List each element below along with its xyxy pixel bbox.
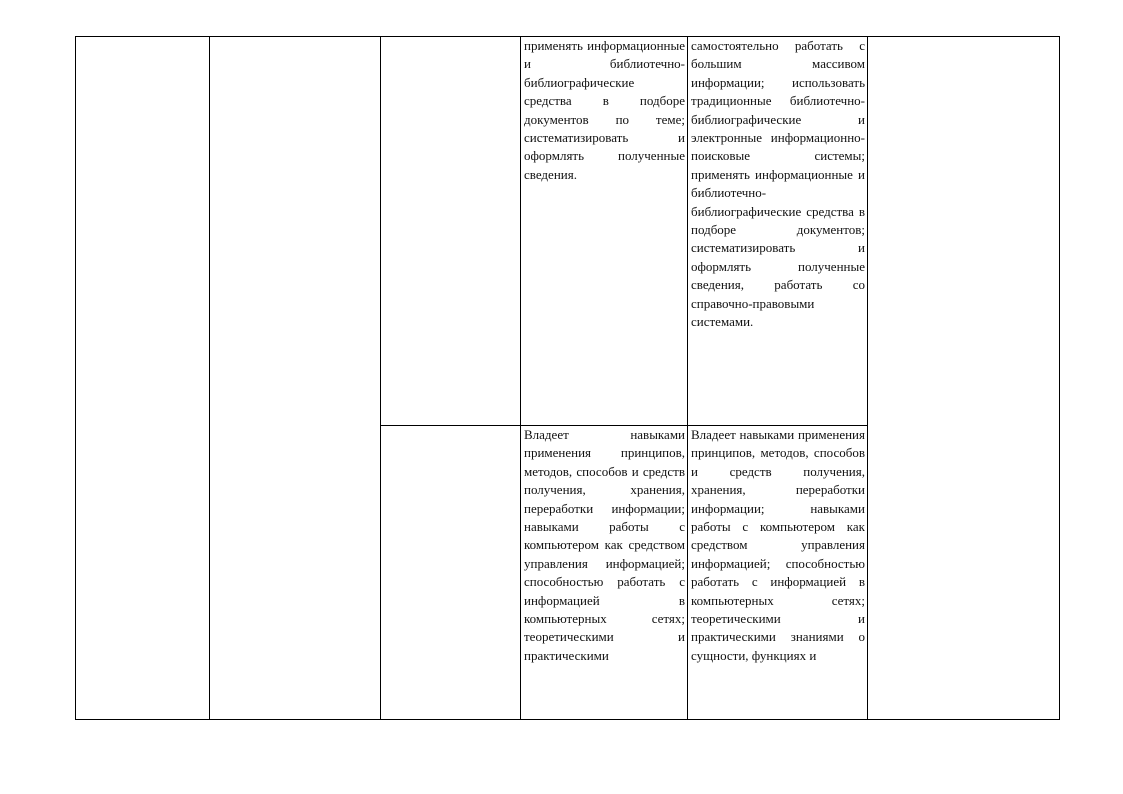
cell-text: применять информационные и библиотечно-библиографические средства в подборе документов по теме; систематизировать и оформлять полученные сведения. (524, 38, 685, 182)
table-right-border (1059, 36, 1060, 720)
column-divider-5 (867, 36, 868, 720)
cell-text: Владеет навыками применения принципов, методов, способов и средств получения, хранения, переработки информации; навыками работы с компьютером как средством управления информацией; способностью работать с информацией в компьютерных сетях; теоретическими и практическими (524, 427, 685, 663)
cell-text: Владеет навыками применения принципов, методов, способов и средств получения, хранения, переработки информации; навыками работы с компьютером как средством управления информацией; способностью работать с информацией в компьютерных сетях; теоретическими и практическими знаниями о сущности, функциях и (691, 427, 865, 663)
table-left-border (75, 36, 76, 720)
column-divider-2 (380, 36, 381, 720)
table-cell-skills-row1 (521, 37, 687, 425)
table-cell-advanced-row1 (688, 37, 867, 425)
cell-text: самостоятельно работать с большим массивом информации; использовать традиционные библиотечно-библиографические и электронные информационно-поисковые системы; применять информационные и библиотечно-библиографические средства в подборе документов; систематизировать и оформлять полученные сведения, работать со справочно-правовыми системами. (691, 38, 865, 330)
table-cell-skills-row2 (521, 426, 687, 719)
table-bottom-border (75, 719, 1060, 720)
table-cell-advanced-row2 (688, 426, 867, 719)
column-divider-1 (209, 36, 210, 720)
